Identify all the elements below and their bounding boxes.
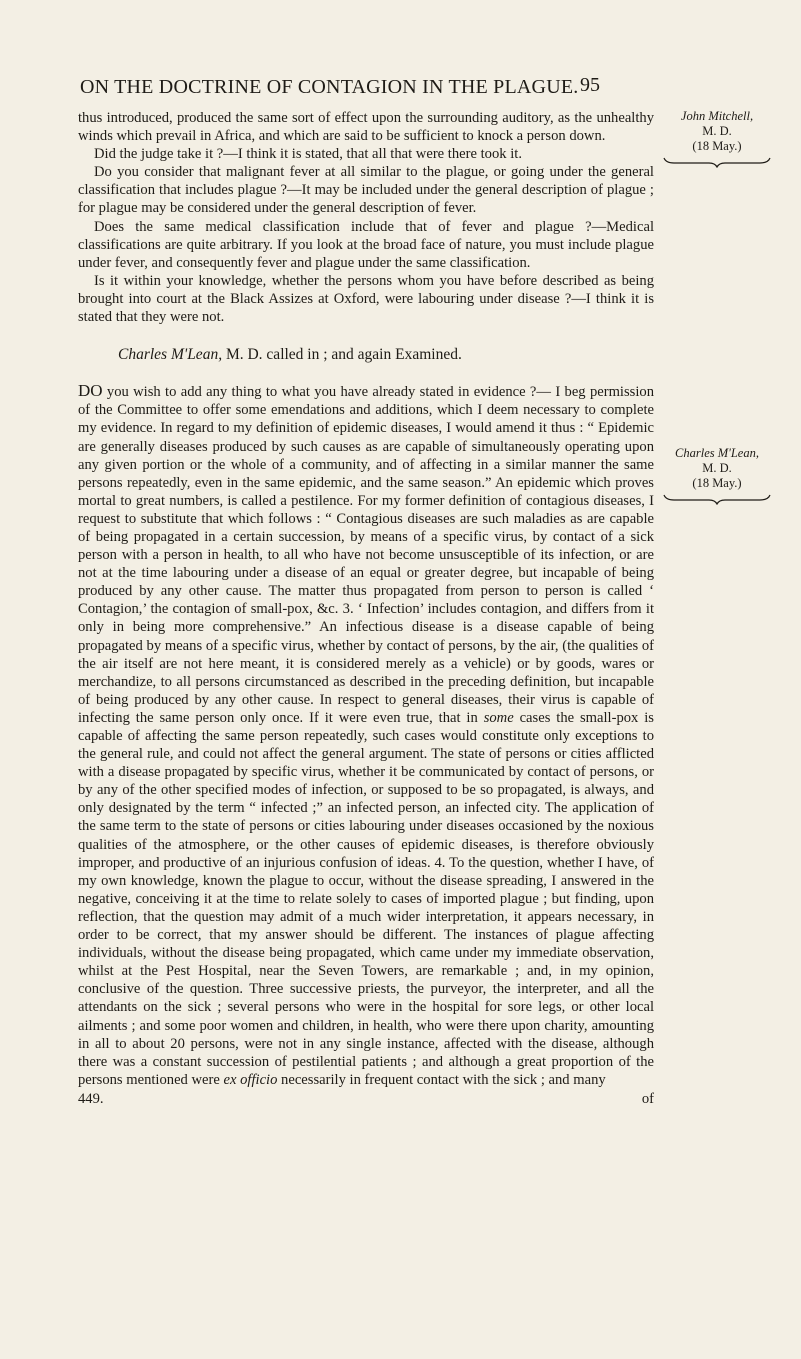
body-text [78, 109, 654, 1108]
emphasis-text: ex officio [223, 1071, 278, 1088]
witness-name: Charles M'Lean, [118, 346, 223, 364]
opening-word: DO [78, 381, 103, 401]
page-number: 95 [580, 74, 600, 96]
curly-brace-icon [662, 493, 772, 505]
paragraph: Does the same medical classification include that of fever and plague ?—Medical classifications are quite arbitrary. If you look at the broad face of nature, you must include plague under fever, and consequently fever and plague under the same classification. [78, 218, 654, 271]
testimony-text: necessarily in frequent contact with the sick ; and many [277, 1071, 606, 1088]
paragraph: Did the judge take it ?—I think it is stated, that all that were there took it. [94, 146, 522, 163]
sidenote-degree: M. D. [702, 461, 732, 475]
witness-heading [78, 346, 654, 364]
page-footer [78, 1090, 654, 1108]
emphasis-text: some [483, 709, 514, 726]
paragraph: thus introduced, produced the same sort of effect upon the surrounding auditory, as the unhealthy winds which prevail in Africa, and which are said to be sufficient to knock a person down. [78, 110, 654, 145]
witness-heading-rest: M. D. called in ; and again Examined. [222, 346, 462, 364]
paragraph: Do you consider that malignant fever at all similar to the plague, or going under the general classification that includes plague ?—It may be included under the general description of plague ; for plague may be considered under the general description of fever. [78, 164, 654, 217]
testimony-text: you wish to add any thing to what you have already stated in evidence ?— I beg permission of the Committee to offer some emendations and additions, which I deem necessary to complete my evidence. In regard to my definition of epidemic diseases, I would amend it thus : “ Epidemic are generally diseases produced by such causes as are capable of simultaneously operating upon any given portion or the whole of a community, and of affecting in a similar manner the same persons repeatedly, even in the same epidemic, and the same season.” An epidemic which proves mortal to great numbers, is called a pestilence. For my former definition of contagious diseases, I request to substitute that which follows : “ Contagious diseases are such maladies as are capable of being propagated in a certain succession, by means of a specific virus, by contact of a sick person with a person in health, to all who have not become unsusceptible of its infection, or are not at the time labouring under a disease of an equal or greater degree, but incapable of being produced by any other cause. The matter thus propagated from person to person is called ‘ Contagion,’ the contagion of small-pox, &c. 3. ‘ Infection’ includes contagion, and differs from it only in being more comprehensive.” An infectious disease is a disease capable of being propagated by means of a specific virus, whether by contact of persons, by the air, (the qualities of the air itself are not here meant, it is considered merely as a vehicle) or by goods, wares or merchandize, to all persons circumstanced as described in the preceding definition, but incapable of being produced by any other cause. In respect to general diseases, their virus is capable of infecting the same person only once. If it were even true, that in [78, 384, 654, 726]
testimony-text: cases the small-pox is capable of affecting the same person repeatedly, such cases would constitute only exceptions to the general rule, and could not affect the general argument. The state of persons or cities afflicted with a disease propagated by specific virus, whether it be communicated by contact of persons, or by any of the other specified modes of infection, or supposed to be so propagated, is always, and only designated by the term “ infected ;” an infected person, an infected city. The application of the same term to the state of persons or cities labouring under diseases occasioned by the noxious qualities of the atmosphere, or the other causes of epidemic diseases, is therefore obviously improper, and productive of an injurious confusion of ideas. 4. To the question, whether I have, of my own knowledge, known the plague to occur, without the disease spreading, I answered in the negative, conceiving it at the time to relate solely to cases of imported plague ; but finding, upon reflection, that the question may admit of a much wider interpretation, it appears necessary, in order to be correct, that my answer should be different. The instances of plague affecting individuals, without the disease being propagated, which came under my immediate observation, whilst at the Pest Hospital, near the Seven Towers, are remarkable ; and, in my opinion, conclusive of the question. Three successive priests, the purveyor, the interpreter, and all the attendants on the sick ; several persons who were in the hospital for sore legs, or other local ailments ; and some poor women and children, in health, who were there upon charity, amounting in all to about 20 persons, were not in any single instance, affected with the disease, although there was a constant succession of pestilential patients ; and although a great proportion of the persons mentioned were [78, 709, 654, 1088]
sidenote-name: John Mitchell, [680, 109, 754, 123]
curly-brace-icon [662, 156, 772, 168]
signature-mark: 449. [78, 1090, 104, 1107]
running-head: ON THE DOCTRINE OF CONTAGION IN THE PLAGUE. [80, 76, 579, 98]
sidenote-name: Charles M'Lean, [675, 446, 759, 460]
sidenote-date: (18 May.) [692, 139, 742, 153]
sidenote-witness-2 [662, 446, 772, 505]
paragraph: Is it within your knowledge, whether the persons whom you have before described as being brought into court at the Black Assizes at Oxford, were labouring under disease ?—I think it is stated that they were not. [78, 272, 654, 326]
paragraph-testimony [78, 382, 654, 1089]
catchword: of [641, 1090, 654, 1107]
sidenote-date: (18 May.) [692, 476, 742, 490]
sidenote-degree: M. D. [702, 124, 732, 138]
sidenote-witness-1 [662, 109, 772, 168]
